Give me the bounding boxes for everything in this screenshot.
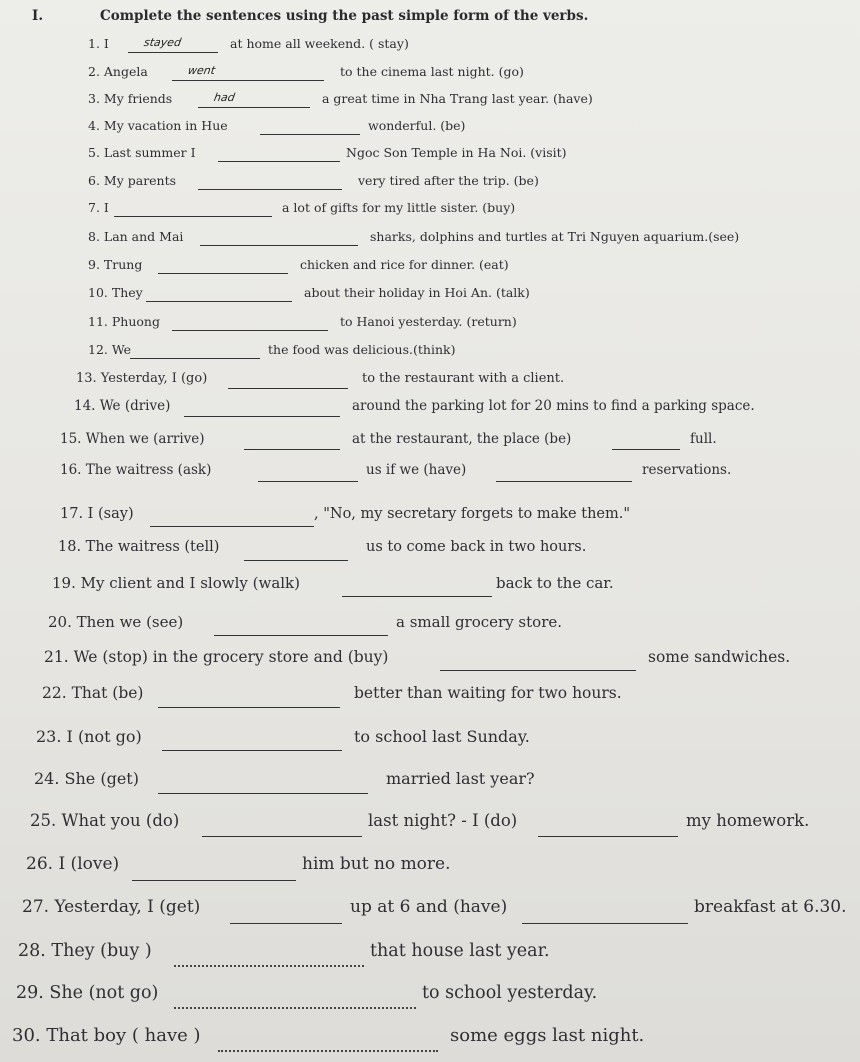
q14-blank: [184, 416, 340, 417]
q6-prefix: 6. My parents: [88, 173, 177, 188]
q16-blank-2: [496, 481, 632, 482]
q14-prefix: 14. We (drive): [74, 398, 171, 414]
q2-suffix: to the cinema last night. (go): [340, 64, 524, 79]
q20-blank: [214, 635, 388, 636]
q19-prefix: 19. My client and I slowly (walk): [52, 574, 300, 592]
q22-blank: [158, 707, 340, 708]
q19-suffix: back to the car.: [496, 574, 614, 592]
q25-middle: last night? - I (do): [368, 811, 518, 830]
q23-suffix: to school last Sunday.: [354, 727, 530, 746]
q23-blank: [162, 750, 342, 751]
q10-prefix: 10. They: [88, 285, 143, 300]
q17-prefix: 17. I (say): [60, 506, 134, 522]
q22-prefix: 22. That (be): [42, 684, 144, 702]
q16-prefix: 16. The waitress (ask): [60, 462, 212, 478]
q27-prefix: 27. Yesterday, I (get): [22, 897, 201, 917]
q24-blank: [158, 793, 368, 794]
q1-blank: [128, 52, 218, 53]
q21-suffix: some sandwiches.: [648, 648, 791, 666]
exercise-number: I.: [32, 8, 44, 24]
q28-suffix: that house last year.: [370, 941, 550, 961]
q27-blank-1: [230, 923, 342, 924]
q18-prefix: 18. The waitress (tell): [58, 539, 220, 555]
q12-blank: [130, 358, 260, 359]
q6-suffix: very tired after the trip. (be): [358, 173, 539, 188]
q9-prefix: 9. Trung: [88, 257, 143, 272]
q26-blank: [132, 880, 296, 881]
q4-prefix: 4. My vacation in Hue: [88, 118, 228, 133]
q30-suffix: some eggs last night.: [450, 1025, 645, 1046]
q29-suffix: to school yesterday.: [422, 983, 598, 1003]
q21-prefix: 21. We (stop) in the grocery store and (buy): [44, 648, 389, 666]
q25-suffix: my homework.: [686, 811, 810, 830]
q27-middle: up at 6 and (have): [350, 897, 508, 917]
q28-blank: [174, 965, 364, 967]
q9-blank: [158, 273, 288, 274]
q3-suffix: a great time in Nha Trang last year. (have): [322, 91, 593, 106]
q20-prefix: 20. Then we (see): [48, 613, 184, 631]
q27-suffix: breakfast at 6.30.: [694, 897, 847, 917]
q12-suffix: the food was delicious.(think): [268, 342, 456, 357]
q29-blank: [174, 1007, 416, 1009]
q15-middle: at the restaurant, the place (be): [352, 431, 572, 447]
q11-blank: [172, 330, 328, 331]
q3-blank: [198, 107, 310, 108]
q15-blank-1: [244, 449, 340, 450]
q1-suffix: at home all weekend. ( stay): [230, 36, 409, 51]
q13-blank: [228, 388, 348, 389]
q11-prefix: 11. Phuong: [88, 314, 160, 329]
q7-prefix: 7. I: [88, 200, 109, 215]
q4-suffix: wonderful. (be): [368, 118, 466, 133]
q15-blank-2: [612, 449, 680, 450]
q18-blank: [244, 560, 348, 561]
q3-handwritten-answer: had: [212, 91, 236, 104]
q14-suffix: around the parking lot for 20 mins to find a parking space.: [352, 398, 755, 414]
q24-prefix: 24. She (get): [34, 769, 139, 788]
q6-blank: [198, 189, 342, 190]
q8-suffix: sharks, dolphins and turtles at Tri Nguyen aquarium.(see): [370, 229, 740, 244]
q25-prefix: 25. What you (do): [30, 811, 180, 830]
q2-blank: [172, 80, 324, 81]
q16-middle: us if we (have): [366, 462, 467, 478]
q19-blank: [342, 596, 492, 597]
q16-suffix: reservations.: [642, 462, 732, 478]
exercise-heading: [32, 8, 588, 24]
q7-suffix: a lot of gifts for my little sister. (buy): [282, 200, 516, 215]
q25-blank-2: [538, 836, 678, 837]
q2-handwritten-answer: went: [186, 64, 217, 77]
q8-blank: [200, 245, 358, 246]
q13-suffix: to the restaurant with a client.: [362, 371, 565, 386]
q23-prefix: 23. I (not go): [36, 727, 142, 746]
q29-prefix: 29. She (not go): [16, 983, 159, 1003]
q5-blank: [218, 161, 340, 162]
q17-suffix: , "No, my secretary forgets to make them.": [314, 506, 631, 522]
q1-prefix: 1. I: [88, 36, 109, 51]
q12-prefix: 12. We: [88, 342, 132, 357]
q17-blank: [150, 526, 314, 527]
q18-suffix: us to come back in two hours.: [366, 539, 587, 555]
q16-blank-1: [258, 481, 358, 482]
q21-blank: [440, 670, 636, 671]
q5-prefix: 5. Last summer I: [88, 145, 196, 160]
q24-suffix: married last year?: [386, 769, 535, 788]
q25-blank-1: [202, 836, 362, 837]
q1-handwritten-answer: stayed: [142, 36, 183, 49]
q15-prefix: 15. When we (arrive): [60, 431, 205, 447]
q4-blank: [260, 134, 360, 135]
q11-suffix: to Hanoi yesterday. (return): [340, 314, 517, 329]
q27-blank-2: [522, 923, 688, 924]
q15-suffix: full.: [690, 431, 717, 447]
q2-prefix: 2. Angela: [88, 64, 148, 79]
q30-prefix: 30. That boy ( have ): [12, 1025, 201, 1046]
exercise-instruction: Complete the sentences using the past simple form of the verbs.: [100, 8, 589, 24]
q20-suffix: a small grocery store.: [396, 613, 563, 631]
q26-suffix: him but no more.: [302, 854, 451, 874]
q9-suffix: chicken and rice for dinner. (eat): [300, 257, 509, 272]
q13-prefix: 13. Yesterday, I (go): [76, 371, 208, 386]
q26-prefix: 26. I (love): [26, 854, 120, 874]
q7-blank: [114, 216, 272, 217]
q5-suffix: Ngoc Son Temple in Ha Noi. (visit): [346, 145, 567, 160]
q10-suffix: about their holiday in Hoi An. (talk): [304, 285, 530, 300]
q30-blank: [218, 1050, 438, 1052]
q8-prefix: 8. Lan and Mai: [88, 229, 184, 244]
q22-suffix: better than waiting for two hours.: [354, 684, 622, 702]
q28-prefix: 28. They (buy ): [18, 941, 152, 961]
q3-prefix: 3. My friends: [88, 91, 173, 106]
q10-blank: [146, 301, 292, 302]
